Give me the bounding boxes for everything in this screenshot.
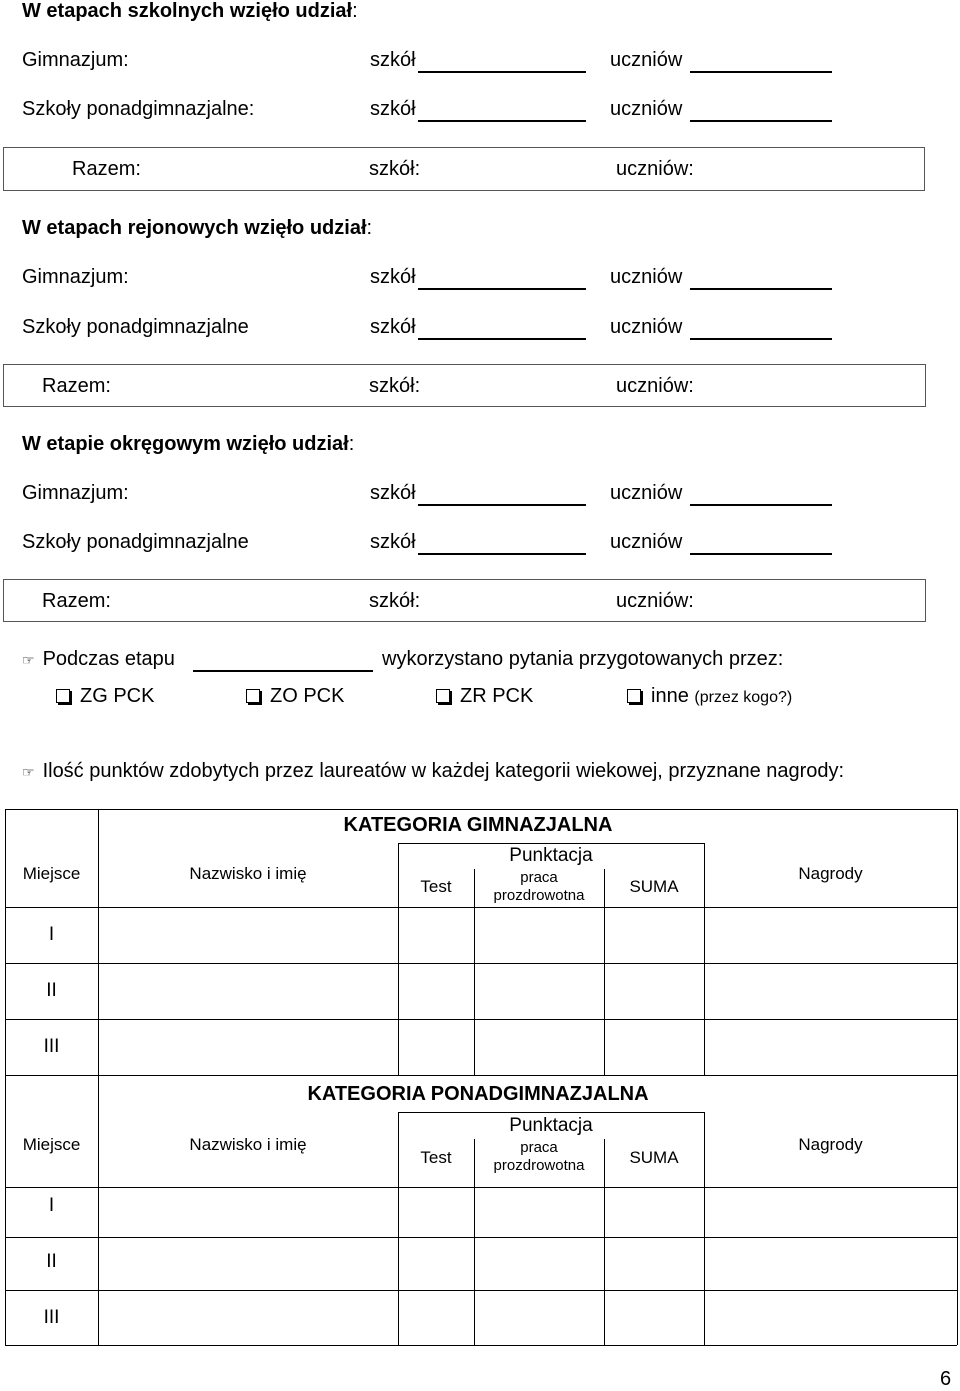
place-label: II [46, 1251, 57, 1272]
students-label: uczniów [610, 266, 683, 288]
schools-field[interactable] [418, 288, 586, 290]
schools-label: szkół [370, 531, 416, 553]
total-students-label: uczniów: [616, 158, 694, 180]
place-label: I [48, 1195, 55, 1216]
col-points-header: Punktacja [509, 845, 593, 866]
students-label: uczniów [610, 316, 683, 338]
points-note: ☞ Ilość punktów zdobytych przez laureatów w każdej kategorii wiekowej, przyznane nagrody: [22, 760, 845, 782]
section-title-school: W etapach szkolnych wzięło udział: [22, 0, 358, 22]
total-box [3, 579, 926, 622]
option-zo[interactable]: ZO PCK [246, 685, 344, 708]
total-box [3, 364, 926, 407]
col-sum-header: SUMA [629, 1148, 679, 1167]
students-field[interactable] [690, 71, 832, 73]
option-zg[interactable]: ZG PCK [56, 685, 154, 708]
schools-label: szkół [370, 482, 416, 504]
col-awards-header: Nagrody [798, 864, 863, 883]
checkbox-icon[interactable] [436, 689, 450, 703]
option-zr[interactable]: ZR PCK [436, 685, 533, 708]
students-label: uczniów [610, 98, 683, 120]
total-label: Razem: [42, 590, 111, 612]
col-work-header: praca prozdrowotna [493, 869, 585, 904]
option-other[interactable]: inne (przez kogo?) [627, 685, 792, 708]
schools-field[interactable] [418, 71, 586, 73]
checkbox-icon[interactable] [56, 689, 70, 703]
page-number: 6 [940, 1368, 952, 1390]
row-label: Gimnazjum: [22, 266, 129, 288]
students-label: uczniów [610, 482, 683, 504]
students-label: uczniów [610, 49, 683, 71]
place-label: II [46, 980, 57, 1001]
total-students-label: uczniów: [616, 590, 694, 612]
schools-field[interactable] [418, 553, 586, 555]
pointing-hand-icon: ☞ [22, 764, 35, 780]
row-label: Gimnazjum: [22, 482, 129, 504]
col-points-header: Punktacja [509, 1115, 593, 1136]
schools-field[interactable] [418, 338, 586, 340]
place-label: III [43, 1036, 60, 1057]
students-field[interactable] [690, 338, 832, 340]
schools-label: szkół [370, 316, 416, 338]
col-place-header: Miejsce [22, 1135, 81, 1154]
section-title-district: W etapie okręgowym wzięło udział: [22, 433, 355, 455]
students-field[interactable] [690, 288, 832, 290]
total-schools-label: szkół: [369, 375, 421, 397]
students-field[interactable] [690, 120, 832, 122]
total-students-label: uczniów: [616, 375, 694, 397]
students-field[interactable] [690, 504, 832, 506]
row-label: Gimnazjum: [22, 49, 129, 71]
col-awards-header: Nagrody [798, 1135, 863, 1154]
checkbox-icon[interactable] [627, 689, 641, 703]
checkbox-icon[interactable] [246, 689, 260, 703]
students-field[interactable] [690, 553, 832, 555]
total-label: Razem: [72, 158, 141, 180]
total-label: Razem: [42, 375, 111, 397]
row-label: Szkoły ponadgimnazjalne [22, 316, 249, 338]
col-test-header: Test [420, 877, 452, 896]
place-label: I [48, 924, 55, 945]
students-label: uczniów [610, 531, 683, 553]
category-title: KATEGORIA PONADGIMNAZJALNA [307, 1083, 649, 1105]
col-name-header: Nazwisko i imię [189, 1135, 307, 1154]
stage-note-after: wykorzystano pytania przygotowanych przez: [382, 648, 784, 670]
place-label: III [43, 1307, 60, 1328]
total-box [3, 147, 925, 191]
col-name-header: Nazwisko i imię [189, 864, 307, 883]
schools-label: szkół [370, 49, 416, 71]
row-label: Szkoły ponadgimnazjalne: [22, 98, 255, 120]
stage-field[interactable] [193, 670, 373, 672]
col-work-header: praca prozdrowotna [493, 1139, 585, 1174]
col-place-header: Miejsce [22, 864, 81, 883]
col-test-header: Test [420, 1148, 452, 1167]
schools-field[interactable] [418, 120, 586, 122]
section-title-regional: W etapach rejonowych wzięło udział: [22, 217, 373, 239]
total-schools-label: szkół: [369, 590, 421, 612]
pointing-hand-icon: ☞ [22, 652, 35, 668]
col-sum-header: SUMA [629, 877, 679, 896]
total-schools-label: szkół: [369, 158, 421, 180]
stage-note: ☞ Podczas etapu [22, 648, 175, 670]
schools-label: szkół [370, 266, 416, 288]
schools-field[interactable] [418, 504, 586, 506]
row-label: Szkoły ponadgimnazjalne [22, 531, 249, 553]
category-title: KATEGORIA GIMNAZJALNA [343, 814, 613, 836]
schools-label: szkół [370, 98, 416, 120]
